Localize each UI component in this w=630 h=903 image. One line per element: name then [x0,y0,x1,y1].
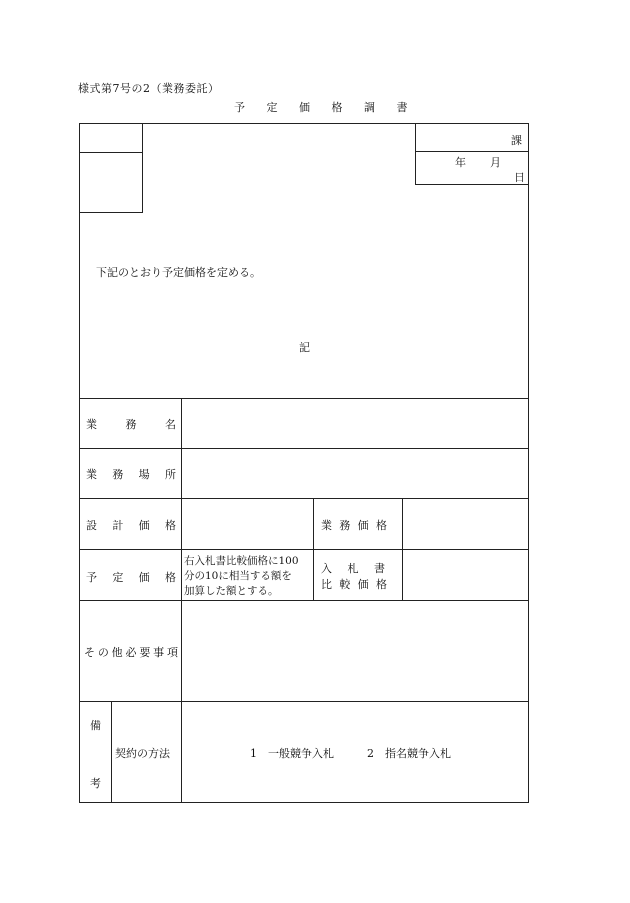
price-divider-2 [402,498,403,600]
day-label: 日 [514,171,525,184]
gyomu-kakaku-char-3: 価 [357,519,369,532]
hikaku-char-2: 較 [339,578,351,591]
gyomu-kakaku-label [321,517,387,533]
yotei-note-line-2: 分の10に相当する額を [184,570,292,582]
price-divider-1 [313,498,314,600]
sekkei-kakaku-label [86,517,176,533]
top-left-box-divider [142,124,143,212]
hikaku-char-4: 格 [375,578,387,591]
row-line-3 [80,498,529,499]
gyomu-basho-char-3: 場 [138,468,150,481]
form-frame [79,123,529,803]
sonota-char-7: 項 [166,646,178,659]
row-line-4 [80,549,529,550]
top-left-box-bottom [80,212,143,213]
remarks-divider [111,701,112,803]
row-line-2 [80,448,529,449]
date-block-divider [415,124,416,184]
yotei-char-2: 定 [112,571,124,584]
sonota-char-2: の [97,646,109,659]
date-block-bottom [415,184,529,185]
yotei-kakaku-label [86,569,176,585]
nyusatsusho-char-1: 入 [321,562,332,575]
month-label: 月 [490,156,501,169]
gyomu-basho-char-1: 業 [86,468,97,481]
document-title: 予 定 価 格 調 書 [234,101,417,114]
sekkei-char-4: 格 [164,519,176,532]
gyomu-basho-label [86,466,176,482]
row-line-6 [80,701,529,702]
hikaku-char-1: 比 [321,578,332,591]
gyomu-basho-char-2: 務 [112,468,124,481]
nyusatsusho-char-3: 書 [374,562,385,575]
yotei-char-4: 格 [164,571,176,584]
gyomu-mei-char-2: 務 [125,418,137,431]
top-left-box-line [80,152,143,153]
keiyaku-options: 1 一般競争入札 2 指名競争入札 [250,747,451,760]
yotei-note-line-3: 加算した額とする。 [184,585,279,597]
year-label: 年 [455,156,466,169]
yotei-char-1: 予 [86,571,97,584]
sonota-char-6: 事 [153,646,165,659]
gyomu-mei-char-3: 名 [165,418,176,431]
row-line-5 [80,600,529,601]
sekkei-char-1: 設 [86,519,97,532]
ka-label: 課 [511,134,522,147]
label-column-divider [181,398,182,803]
gyomu-kakaku-char-1: 業 [321,519,332,532]
ki-label: 記 [299,341,310,354]
gyomu-kakaku-char-4: 格 [375,519,387,532]
nyusatsusho-char-2: 札 [347,562,359,575]
sonota-label [84,644,178,660]
biko-label-1: 備 [90,719,101,732]
sonota-char-1: そ [84,646,95,659]
gyomu-mei-char-1: 業 [86,418,97,431]
yotei-note-line-1: 右入札書比較価格に100 [184,555,299,567]
sonota-char-4: 必 [125,646,137,659]
gyomu-basho-char-4: 所 [164,468,176,481]
nyusatsusho-label [321,560,385,576]
date-block-line [415,151,529,152]
form-number: 様式第7号の2（業務委託） [78,82,220,95]
gyomu-mei-label [86,416,176,432]
sonota-char-3: 他 [111,646,123,659]
biko-label-2: 考 [90,777,101,790]
yotei-char-3: 価 [138,571,150,584]
sonota-char-5: 要 [139,646,151,659]
sekkei-char-2: 計 [112,519,124,532]
keiyaku-hoho-label: 契約の方法 [115,747,170,760]
hikaku-kakaku-label [321,576,387,592]
intro-text: 下記のとおり予定価格を定める。 [96,266,261,279]
hikaku-char-3: 価 [357,578,369,591]
gyomu-kakaku-char-2: 務 [339,519,351,532]
sekkei-char-3: 価 [138,519,150,532]
row-line-1 [80,398,529,399]
